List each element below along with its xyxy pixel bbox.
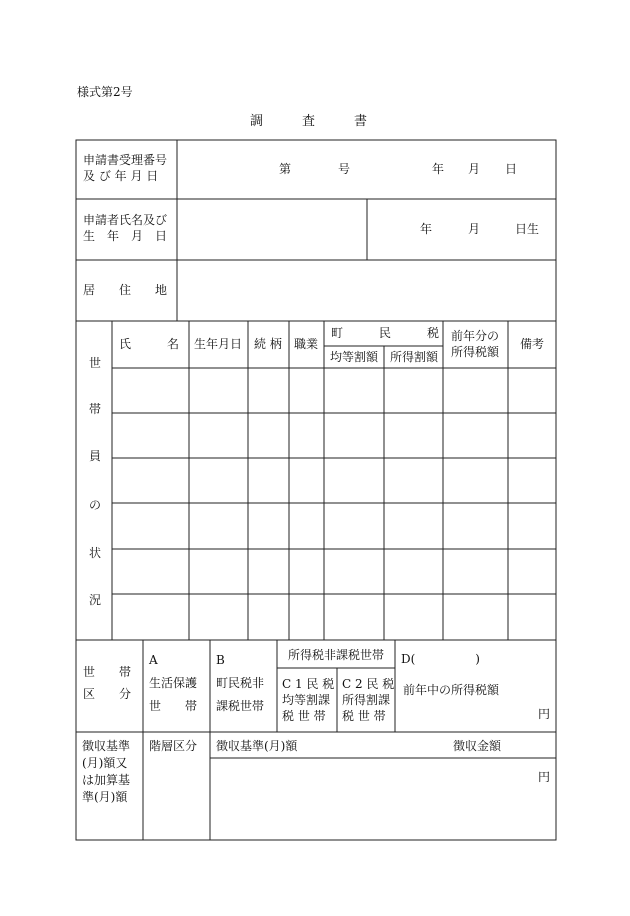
applicant-year: 年 xyxy=(420,222,433,236)
col-prev-tax-1: 前年分の xyxy=(451,329,500,343)
col-income-part: 所得割額 xyxy=(390,350,439,364)
col-remarks: 備考 xyxy=(520,337,545,351)
application-go: 号 xyxy=(338,162,351,176)
applicant-birth: 日生 xyxy=(515,222,540,236)
household-side-4: の xyxy=(89,498,102,512)
col-birthdate: 生年月日 xyxy=(194,337,243,351)
category-d-label: D( ) xyxy=(401,652,480,666)
category-a-line2: 世 帯 xyxy=(149,699,198,713)
application-number-field[interactable] xyxy=(178,141,555,198)
page-title: 調 査 書 xyxy=(250,114,368,129)
applicant-label-2: 生 年 月 日 xyxy=(83,229,168,243)
category-label-1: 世 帯 xyxy=(83,665,132,679)
collection-label-2: (月)額又 xyxy=(82,756,128,770)
col-equal: 均等割額 xyxy=(330,350,379,364)
household-side-3: 員 xyxy=(89,449,102,463)
prev-year-income-tax-field[interactable] xyxy=(396,641,555,731)
household-side-1: 世 xyxy=(89,356,102,370)
category-a-letter: A xyxy=(149,653,158,667)
category-d-unit: 円 xyxy=(538,707,551,721)
category-b-line2: 課税世帯 xyxy=(216,699,265,713)
tier-field[interactable] xyxy=(144,759,209,839)
applicant-label-1: 申請者氏名及び xyxy=(83,213,168,227)
collection-label-3: は加算基 xyxy=(82,773,131,787)
collection-tier: 階層区分 xyxy=(149,739,198,753)
form-number: 様式第2号 xyxy=(77,85,133,99)
application-dai: 第 xyxy=(279,162,292,176)
application-label-2: 及 び 年 月 日 xyxy=(83,169,159,183)
collection-amount-field[interactable] xyxy=(211,759,555,839)
category-income-exempt: 所得税非課税世帯 xyxy=(288,648,385,662)
category-c1-line3: 税 世 帯 xyxy=(282,709,326,723)
category-c2-line3: 税 世 帯 xyxy=(342,709,386,723)
category-c1-line1: C 1 民 税 xyxy=(282,677,335,691)
application-month: 月 xyxy=(468,162,481,176)
category-d-text: 前年中の所得税額 xyxy=(403,683,500,697)
col-town-tax: 町 民 税 xyxy=(331,326,440,340)
category-b-line1: 町民税非 xyxy=(216,676,265,690)
collection-label-1: 徴収基準 xyxy=(82,739,131,753)
application-day: 日 xyxy=(505,162,518,176)
household-side-5: 状 xyxy=(89,546,102,560)
household-member-rows[interactable] xyxy=(113,369,555,639)
category-label-2: 区 分 xyxy=(83,687,132,701)
col-prev-tax-2: 所得税額 xyxy=(451,345,500,359)
applicant-name-field[interactable] xyxy=(178,200,366,259)
application-year: 年 xyxy=(432,162,445,176)
applicant-month: 月 xyxy=(468,222,481,236)
category-c2-line2: 所得割課 xyxy=(342,693,391,707)
residence-field[interactable] xyxy=(178,261,555,320)
collection-label-4: 準(月)額 xyxy=(82,790,128,804)
category-c1-line2: 均等割課 xyxy=(282,693,331,707)
household-side-6: 況 xyxy=(89,593,102,607)
category-a-line1: 生活保護 xyxy=(149,676,198,690)
category-b-letter: B xyxy=(216,653,225,667)
collection-amount: 徴収金額 xyxy=(453,739,502,753)
collection-unit: 円 xyxy=(538,770,551,784)
household-side-2: 帯 xyxy=(89,402,102,416)
category-c2-line1: C 2 民 税 xyxy=(342,677,395,691)
collection-base: 徴収基準(月)額 xyxy=(216,739,298,753)
residence-label: 居 住 地 xyxy=(83,283,168,297)
col-occupation: 職業 xyxy=(294,337,319,351)
col-relation: 続 柄 xyxy=(254,337,282,351)
col-name: 氏 名 xyxy=(119,337,180,351)
application-label-1: 申請書受理番号 xyxy=(83,153,168,167)
